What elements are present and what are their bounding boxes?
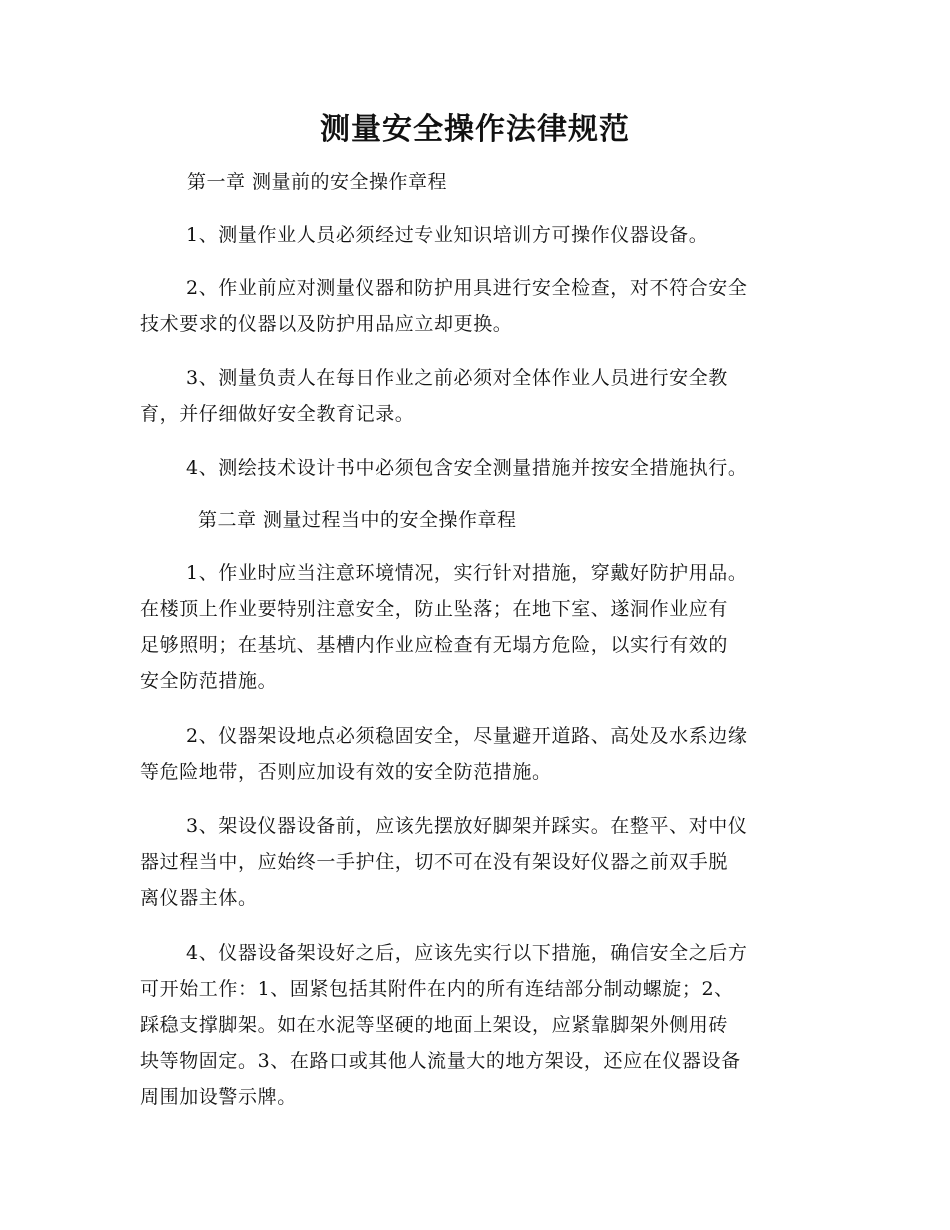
paragraph-line: 等危险地带，否则应加设有效的安全防范措施。 — [140, 761, 552, 783]
paragraph-line: 育，并仔细做好安全教育记录。 — [140, 403, 415, 425]
paragraph-line: 安全防范措施。 — [140, 670, 278, 692]
paragraph-line: 可开始工作：1、固紧包括其附件在内的所有连结部分制动螺旋；2、 — [140, 978, 734, 1000]
paragraph-line: 2、作业前应对测量仪器和防护用具进行安全检查，对不符合安全 — [186, 277, 748, 299]
paragraph-line: 3、测量负责人在每日作业之前必须对全体作业人员进行安全教 — [186, 367, 728, 389]
chapter-1-item-2 — [140, 270, 810, 342]
chapter-1-heading: 第一章 测量前的安全操作章程 — [187, 171, 448, 193]
paragraph-line: 周围加设警示牌。 — [140, 1086, 297, 1108]
paragraph-line: 3、架设仪器设备前，应该先摆放好脚架并踩实。在整平、对中仪 — [186, 815, 748, 837]
chapter-2-heading: 第二章 测量过程当中的安全操作章程 — [198, 509, 517, 531]
paragraph-line: 4、测绘技术设计书中必须包含安全测量措施并按安全措施执行。 — [186, 457, 748, 479]
paragraph-line: 在楼顶上作业要特别注意安全，防止坠落；在地下室、遂洞作业应有 — [140, 598, 729, 620]
chapter-2-item-1 — [140, 555, 810, 699]
chapter-1-item-4 — [140, 450, 810, 486]
paragraph-line: 器过程当中，应始终一手护住，切不可在没有架设好仪器之前双手脱 — [140, 851, 729, 873]
paragraph-line: 足够照明；在基坑、基槽内作业应检查有无塌方危险，以实行有效的 — [140, 634, 729, 656]
paragraph-line: 踩稳支撑脚架。如在水泥等坚硬的地面上架设，应紧靠脚架外侧用砖 — [140, 1014, 729, 1036]
paragraph-line: 1、作业时应当注意环境情况，实行针对措施，穿戴好防护用品。 — [186, 562, 748, 584]
paragraph-line: 1、测量作业人员必须经过专业知识培训方可操作仪器设备。 — [186, 224, 709, 246]
paragraph-line: 离仪器主体。 — [140, 887, 258, 909]
paragraph-line: 2、仪器架设地点必须稳固安全，尽量避开道路、高处及水系边缘 — [186, 725, 748, 747]
chapter-1-item-3 — [140, 360, 810, 432]
chapter-2-item-2 — [140, 718, 810, 790]
paragraph-line: 块等物固定。3、在路口或其他人流量大的地方架设，还应在仪器设备 — [140, 1050, 741, 1072]
paragraph-line: 4、仪器设备架设好之后，应该先实行以下措施，确信安全之后方 — [186, 942, 748, 964]
chapter-2-item-3 — [140, 808, 810, 916]
chapter-2-item-4 — [140, 935, 810, 1115]
document-title: 测量安全操作法律规范 — [320, 112, 630, 147]
paragraph-line: 技术要求的仪器以及防护用品应立却更换。 — [140, 313, 513, 335]
chapter-1-item-1 — [140, 217, 810, 253]
